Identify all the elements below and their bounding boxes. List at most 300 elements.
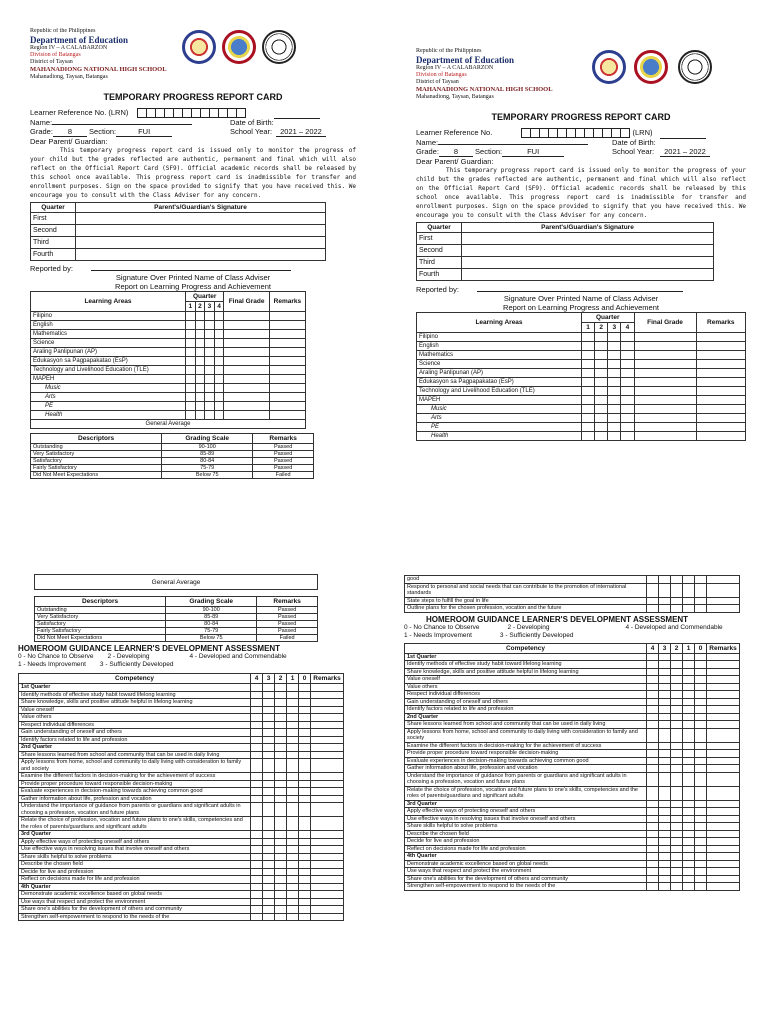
grade-cell[interactable]: [214, 330, 224, 339]
grade-cell[interactable]: [634, 405, 696, 414]
grade-cell[interactable]: [595, 342, 608, 351]
rating-cell[interactable]: [299, 803, 311, 817]
remarks-cell[interactable]: [707, 815, 740, 823]
rating-cell[interactable]: [287, 691, 299, 699]
rating-cell[interactable]: [287, 838, 299, 846]
grade-cell[interactable]: [205, 366, 215, 375]
rating-cell[interactable]: [251, 803, 263, 817]
grade-cell[interactable]: [224, 393, 269, 402]
rating-cell[interactable]: [659, 800, 671, 808]
rating-cell[interactable]: [275, 913, 287, 921]
rating-cell[interactable]: [683, 786, 695, 800]
rating-cell[interactable]: [287, 795, 299, 803]
grade-cell[interactable]: [696, 351, 745, 360]
rating-cell[interactable]: [251, 868, 263, 876]
signature-cell[interactable]: [462, 269, 714, 281]
rating-cell[interactable]: [659, 765, 671, 773]
grade-cell[interactable]: [582, 414, 595, 423]
rating-cell[interactable]: [287, 699, 299, 707]
rating-cell[interactable]: [671, 605, 683, 613]
signature-cell[interactable]: [76, 225, 326, 237]
grade-cell[interactable]: [696, 378, 745, 387]
grade-cell[interactable]: [195, 357, 205, 366]
rating-cell[interactable]: [671, 713, 683, 721]
rating-cell[interactable]: [647, 800, 659, 808]
remarks-cell[interactable]: [707, 860, 740, 868]
rating-cell[interactable]: [659, 823, 671, 831]
adviser-line[interactable]: [477, 291, 683, 292]
rating-cell[interactable]: [671, 661, 683, 669]
rating-cell[interactable]: [671, 815, 683, 823]
rating-cell[interactable]: [659, 742, 671, 750]
grade-cell[interactable]: [224, 411, 269, 420]
rating-cell[interactable]: [263, 788, 275, 796]
rating-cell[interactable]: [659, 786, 671, 800]
rating-cell[interactable]: [671, 683, 683, 691]
remarks-cell[interactable]: [311, 744, 344, 752]
rating-cell[interactable]: [659, 605, 671, 613]
grade-cell[interactable]: [214, 339, 224, 348]
rating-cell[interactable]: [683, 838, 695, 846]
rating-cell[interactable]: [263, 691, 275, 699]
rating-cell[interactable]: [695, 772, 707, 786]
rating-cell[interactable]: [647, 853, 659, 861]
rating-cell[interactable]: [275, 759, 287, 773]
grade-cell[interactable]: [608, 405, 621, 414]
remarks-cell[interactable]: [707, 706, 740, 714]
grade-cell[interactable]: [621, 396, 634, 405]
grade-cell[interactable]: [608, 396, 621, 405]
remarks-cell[interactable]: [311, 736, 344, 744]
rating-cell[interactable]: [263, 729, 275, 737]
rating-cell[interactable]: [683, 691, 695, 699]
remarks-cell[interactable]: [707, 750, 740, 758]
remarks-cell[interactable]: [311, 721, 344, 729]
grade-cell[interactable]: [582, 369, 595, 378]
rating-cell[interactable]: [659, 661, 671, 669]
grade-cell[interactable]: [205, 348, 215, 357]
grade-cell[interactable]: [186, 312, 196, 321]
rating-cell[interactable]: [263, 898, 275, 906]
lrn-boxes[interactable]: [138, 108, 246, 118]
rating-cell[interactable]: [275, 868, 287, 876]
remarks-cell[interactable]: [707, 661, 740, 669]
rating-cell[interactable]: [659, 808, 671, 816]
rating-cell[interactable]: [263, 714, 275, 722]
rating-cell[interactable]: [671, 698, 683, 706]
rating-cell[interactable]: [671, 883, 683, 891]
rating-cell[interactable]: [287, 729, 299, 737]
rating-cell[interactable]: [659, 668, 671, 676]
rating-cell[interactable]: [263, 853, 275, 861]
remarks-cell[interactable]: [311, 699, 344, 707]
rating-cell[interactable]: [251, 759, 263, 773]
rating-cell[interactable]: [659, 597, 671, 605]
grade-cell[interactable]: [595, 360, 608, 369]
rating-cell[interactable]: [287, 883, 299, 891]
rating-cell[interactable]: [251, 706, 263, 714]
remarks-cell[interactable]: [707, 742, 740, 750]
rating-cell[interactable]: [659, 706, 671, 714]
remarks-cell[interactable]: [707, 868, 740, 876]
rating-cell[interactable]: [299, 788, 311, 796]
rating-cell[interactable]: [275, 795, 287, 803]
grade-cell[interactable]: [634, 333, 696, 342]
remarks-cell[interactable]: [311, 691, 344, 699]
grade-cell[interactable]: [582, 378, 595, 387]
rating-cell[interactable]: [671, 845, 683, 853]
grade-cell[interactable]: [195, 375, 205, 384]
grade-cell[interactable]: [214, 384, 224, 393]
rating-cell[interactable]: [659, 838, 671, 846]
rating-cell[interactable]: [299, 868, 311, 876]
grade-cell[interactable]: [269, 357, 305, 366]
grade-cell[interactable]: [595, 405, 608, 414]
remarks-cell[interactable]: [311, 898, 344, 906]
rating-cell[interactable]: [671, 875, 683, 883]
rating-cell[interactable]: [683, 698, 695, 706]
rating-cell[interactable]: [695, 830, 707, 838]
rating-cell[interactable]: [299, 861, 311, 869]
rating-cell[interactable]: [263, 780, 275, 788]
rating-cell[interactable]: [671, 823, 683, 831]
grade-cell[interactable]: [269, 348, 305, 357]
rating-cell[interactable]: [287, 773, 299, 781]
rating-cell[interactable]: [695, 713, 707, 721]
remarks-cell[interactable]: [707, 845, 740, 853]
rating-cell[interactable]: [287, 898, 299, 906]
remarks-cell[interactable]: [311, 883, 344, 891]
rating-cell[interactable]: [251, 691, 263, 699]
rating-cell[interactable]: [647, 845, 659, 853]
remarks-cell[interactable]: [311, 853, 344, 861]
rating-cell[interactable]: [647, 786, 659, 800]
remarks-cell[interactable]: [311, 795, 344, 803]
rating-cell[interactable]: [683, 853, 695, 861]
grade-cell[interactable]: [186, 321, 196, 330]
grade-cell[interactable]: [608, 432, 621, 441]
rating-cell[interactable]: [671, 838, 683, 846]
grade-cell[interactable]: [195, 384, 205, 393]
grade-cell[interactable]: [621, 405, 634, 414]
rating-cell[interactable]: [683, 683, 695, 691]
rating-cell[interactable]: [659, 757, 671, 765]
rating-cell[interactable]: [695, 742, 707, 750]
grade-cell[interactable]: [634, 396, 696, 405]
rating-cell[interactable]: [671, 721, 683, 729]
rating-cell[interactable]: [263, 721, 275, 729]
grade-cell[interactable]: [621, 369, 634, 378]
rating-cell[interactable]: [659, 772, 671, 786]
remarks-cell[interactable]: [311, 706, 344, 714]
signature-cell[interactable]: [462, 257, 714, 269]
grade-cell[interactable]: [269, 312, 305, 321]
grade-cell[interactable]: [186, 348, 196, 357]
remarks-cell[interactable]: [707, 576, 740, 584]
grade-cell[interactable]: [205, 384, 215, 393]
rating-cell[interactable]: [287, 803, 299, 817]
rating-cell[interactable]: [659, 653, 671, 661]
rating-cell[interactable]: [275, 846, 287, 854]
rating-cell[interactable]: [275, 736, 287, 744]
rating-cell[interactable]: [251, 853, 263, 861]
grade-cell[interactable]: [195, 330, 205, 339]
remarks-cell[interactable]: [311, 684, 344, 692]
grade-cell[interactable]: [634, 369, 696, 378]
grade-cell[interactable]: [186, 366, 196, 375]
rating-cell[interactable]: [683, 757, 695, 765]
rating-cell[interactable]: [659, 830, 671, 838]
grade-cell[interactable]: [205, 312, 215, 321]
remarks-cell[interactable]: [707, 683, 740, 691]
rating-cell[interactable]: [275, 891, 287, 899]
rating-cell[interactable]: [647, 742, 659, 750]
rating-cell[interactable]: [671, 750, 683, 758]
remarks-cell[interactable]: [707, 838, 740, 846]
rating-cell[interactable]: [275, 684, 287, 692]
rating-cell[interactable]: [275, 706, 287, 714]
rating-cell[interactable]: [287, 759, 299, 773]
grade-cell[interactable]: [696, 387, 745, 396]
rating-cell[interactable]: [695, 750, 707, 758]
rating-cell[interactable]: [275, 788, 287, 796]
remarks-cell[interactable]: [707, 853, 740, 861]
rating-cell[interactable]: [263, 861, 275, 869]
remarks-cell[interactable]: [311, 817, 344, 831]
grade-cell[interactable]: [205, 402, 215, 411]
rating-cell[interactable]: [695, 706, 707, 714]
grade-cell[interactable]: [224, 402, 269, 411]
rating-cell[interactable]: [287, 706, 299, 714]
rating-cell[interactable]: [659, 815, 671, 823]
rating-cell[interactable]: [659, 583, 671, 597]
rating-cell[interactable]: [671, 860, 683, 868]
rating-cell[interactable]: [251, 699, 263, 707]
grade-cell[interactable]: [205, 375, 215, 384]
grade-cell[interactable]: [621, 342, 634, 351]
grade-cell[interactable]: [582, 351, 595, 360]
grade-cell[interactable]: [621, 414, 634, 423]
rating-cell[interactable]: [275, 729, 287, 737]
remarks-cell[interactable]: [707, 772, 740, 786]
rating-cell[interactable]: [671, 576, 683, 584]
grade-cell[interactable]: [634, 432, 696, 441]
rating-cell[interactable]: [263, 846, 275, 854]
rating-cell[interactable]: [251, 721, 263, 729]
rating-cell[interactable]: [683, 676, 695, 684]
rating-cell[interactable]: [299, 846, 311, 854]
rating-cell[interactable]: [275, 898, 287, 906]
rating-cell[interactable]: [683, 661, 695, 669]
rating-cell[interactable]: [647, 713, 659, 721]
rating-cell[interactable]: [683, 668, 695, 676]
dob-field[interactable]: [660, 138, 706, 139]
remarks-cell[interactable]: [707, 583, 740, 597]
grade-cell[interactable]: [696, 432, 745, 441]
rating-cell[interactable]: [683, 808, 695, 816]
rating-cell[interactable]: [647, 883, 659, 891]
grade-cell[interactable]: [224, 366, 269, 375]
grade-cell[interactable]: [214, 348, 224, 357]
signature-cell[interactable]: [462, 233, 714, 245]
remarks-cell[interactable]: [707, 875, 740, 883]
rating-cell[interactable]: [251, 898, 263, 906]
rating-cell[interactable]: [683, 815, 695, 823]
rating-cell[interactable]: [647, 875, 659, 883]
rating-cell[interactable]: [671, 800, 683, 808]
rating-cell[interactable]: [299, 898, 311, 906]
grade-cell[interactable]: [186, 375, 196, 384]
rating-cell[interactable]: [287, 714, 299, 722]
grade-cell[interactable]: [224, 339, 269, 348]
rating-cell[interactable]: [683, 713, 695, 721]
rating-cell[interactable]: [287, 846, 299, 854]
rating-cell[interactable]: [695, 583, 707, 597]
rating-cell[interactable]: [287, 744, 299, 752]
rating-cell[interactable]: [659, 860, 671, 868]
rating-cell[interactable]: [695, 808, 707, 816]
rating-cell[interactable]: [695, 691, 707, 699]
grade-cell[interactable]: [608, 342, 621, 351]
grade-cell[interactable]: [186, 384, 196, 393]
signature-cell[interactable]: [462, 245, 714, 257]
grade-cell[interactable]: [582, 342, 595, 351]
rating-cell[interactable]: [659, 875, 671, 883]
remarks-cell[interactable]: [707, 728, 740, 742]
rating-cell[interactable]: [275, 699, 287, 707]
rating-cell[interactable]: [695, 757, 707, 765]
rating-cell[interactable]: [695, 676, 707, 684]
grade-cell[interactable]: [621, 423, 634, 432]
remarks-cell[interactable]: [707, 605, 740, 613]
rating-cell[interactable]: [287, 721, 299, 729]
remarks-cell[interactable]: [707, 713, 740, 721]
grade-cell[interactable]: [595, 369, 608, 378]
rating-cell[interactable]: [659, 868, 671, 876]
remarks-cell[interactable]: [311, 838, 344, 846]
grade-cell[interactable]: [269, 384, 305, 393]
rating-cell[interactable]: [695, 845, 707, 853]
rating-cell[interactable]: [671, 676, 683, 684]
rating-cell[interactable]: [275, 773, 287, 781]
grade-cell[interactable]: [595, 378, 608, 387]
grade-cell[interactable]: [269, 402, 305, 411]
grade-cell[interactable]: [269, 375, 305, 384]
rating-cell[interactable]: [299, 853, 311, 861]
grade-cell[interactable]: [608, 378, 621, 387]
remarks-cell[interactable]: [311, 868, 344, 876]
grade-cell[interactable]: [186, 393, 196, 402]
grade-cell[interactable]: [214, 411, 224, 420]
rating-cell[interactable]: [683, 721, 695, 729]
grade-cell[interactable]: [582, 360, 595, 369]
rating-cell[interactable]: [263, 699, 275, 707]
rating-cell[interactable]: [647, 868, 659, 876]
rating-cell[interactable]: [683, 583, 695, 597]
rating-cell[interactable]: [299, 706, 311, 714]
rating-cell[interactable]: [299, 744, 311, 752]
rating-cell[interactable]: [659, 676, 671, 684]
grade-cell[interactable]: [608, 351, 621, 360]
rating-cell[interactable]: [695, 800, 707, 808]
rating-cell[interactable]: [251, 883, 263, 891]
rating-cell[interactable]: [671, 757, 683, 765]
grade-cell[interactable]: [582, 432, 595, 441]
grade-cell[interactable]: [595, 432, 608, 441]
grade-cell[interactable]: [214, 366, 224, 375]
grade-cell[interactable]: [608, 387, 621, 396]
rating-cell[interactable]: [683, 653, 695, 661]
rating-cell[interactable]: [659, 576, 671, 584]
grade-cell[interactable]: [195, 312, 205, 321]
rating-cell[interactable]: [299, 913, 311, 921]
rating-cell[interactable]: [647, 653, 659, 661]
rating-cell[interactable]: [287, 736, 299, 744]
rating-cell[interactable]: [251, 773, 263, 781]
remarks-cell[interactable]: [707, 800, 740, 808]
rating-cell[interactable]: [695, 868, 707, 876]
remarks-cell[interactable]: [311, 729, 344, 737]
grade-cell[interactable]: [634, 414, 696, 423]
grade-cell[interactable]: [224, 321, 269, 330]
rating-cell[interactable]: [695, 765, 707, 773]
grade-cell[interactable]: [595, 351, 608, 360]
rating-cell[interactable]: [659, 750, 671, 758]
rating-cell[interactable]: [659, 883, 671, 891]
rating-cell[interactable]: [695, 728, 707, 742]
rating-cell[interactable]: [251, 714, 263, 722]
grade-cell[interactable]: [205, 411, 215, 420]
grade-cell[interactable]: [195, 339, 205, 348]
rating-cell[interactable]: [287, 751, 299, 759]
remarks-cell[interactable]: [311, 861, 344, 869]
grade-cell[interactable]: [595, 333, 608, 342]
rating-cell[interactable]: [287, 861, 299, 869]
rating-cell[interactable]: [275, 876, 287, 884]
remarks-cell[interactable]: [707, 786, 740, 800]
rating-cell[interactable]: [263, 817, 275, 831]
rating-cell[interactable]: [647, 668, 659, 676]
rating-cell[interactable]: [251, 831, 263, 839]
rating-cell[interactable]: [647, 583, 659, 597]
grade-cell[interactable]: [696, 396, 745, 405]
rating-cell[interactable]: [695, 786, 707, 800]
rating-cell[interactable]: [671, 853, 683, 861]
rating-cell[interactable]: [659, 698, 671, 706]
remarks-cell[interactable]: [311, 831, 344, 839]
rating-cell[interactable]: [659, 691, 671, 699]
rating-cell[interactable]: [299, 838, 311, 846]
rating-cell[interactable]: [299, 891, 311, 899]
rating-cell[interactable]: [647, 691, 659, 699]
rating-cell[interactable]: [299, 759, 311, 773]
rating-cell[interactable]: [695, 815, 707, 823]
rating-cell[interactable]: [287, 913, 299, 921]
rating-cell[interactable]: [299, 817, 311, 831]
rating-cell[interactable]: [299, 780, 311, 788]
rating-cell[interactable]: [263, 759, 275, 773]
rating-cell[interactable]: [647, 823, 659, 831]
rating-cell[interactable]: [287, 876, 299, 884]
rating-cell[interactable]: [299, 751, 311, 759]
rating-cell[interactable]: [251, 838, 263, 846]
rating-cell[interactable]: [671, 597, 683, 605]
grade-cell[interactable]: [186, 357, 196, 366]
grade-cell[interactable]: [582, 333, 595, 342]
rating-cell[interactable]: [275, 714, 287, 722]
rating-cell[interactable]: [647, 698, 659, 706]
rating-cell[interactable]: [647, 830, 659, 838]
